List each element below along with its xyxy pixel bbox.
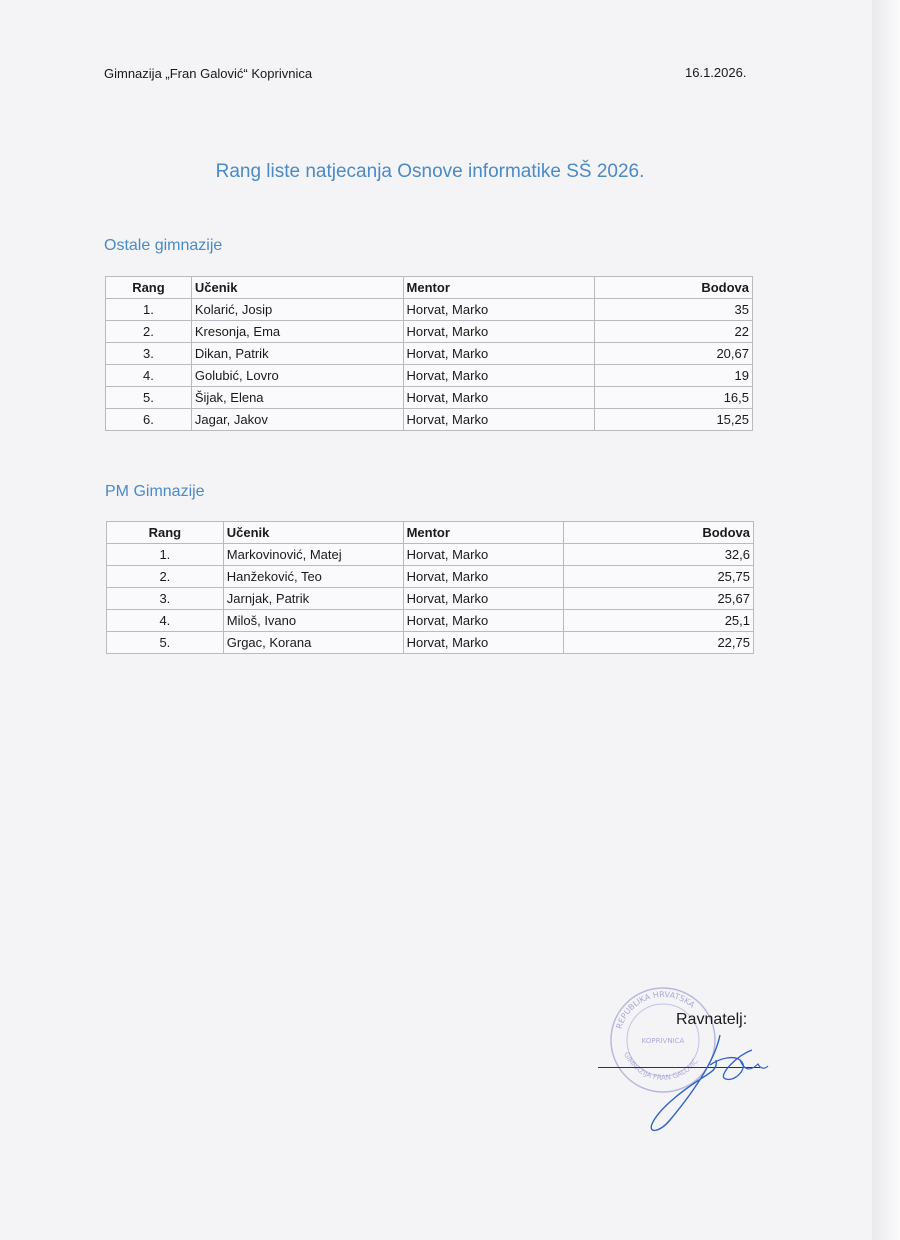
mentor-cell: Horvat, Marko [403, 299, 595, 321]
table-header-row [107, 522, 754, 544]
column-header-student: Učenik [223, 522, 403, 544]
ranking-table-ostale [105, 276, 753, 431]
column-header-rank: Rang [106, 277, 192, 299]
mentor-cell: Horvat, Marko [403, 387, 595, 409]
svg-text:REPUBLIKA HRVATSKA: REPUBLIKA HRVATSKA [614, 989, 697, 1030]
mentor-cell: Horvat, Marko [403, 632, 564, 654]
points-cell: 16,5 [595, 387, 753, 409]
column-header-mentor: Mentor [403, 522, 564, 544]
mentor-cell: Horvat, Marko [403, 588, 564, 610]
points-cell: 20,67 [595, 343, 753, 365]
table-row [106, 299, 753, 321]
rank-cell: 3. [106, 343, 192, 365]
points-cell: 35 [595, 299, 753, 321]
points-cell: 25,1 [564, 610, 754, 632]
school-name: Gimnazija „Fran Galović“ Koprivnica [104, 66, 313, 81]
points-cell: 15,25 [595, 409, 753, 431]
table-row [107, 610, 754, 632]
mentor-cell: Horvat, Marko [403, 544, 564, 566]
section-heading-ostale: Ostale gimnazije [104, 237, 223, 254]
points-cell: 25,67 [564, 588, 754, 610]
column-header-student: Učenik [191, 277, 403, 299]
rank-cell: 5. [106, 387, 192, 409]
rank-cell: 3. [107, 588, 224, 610]
student-cell: Markovinović, Matej [223, 544, 403, 566]
student-cell: Miloš, Ivano [223, 610, 403, 632]
column-header-points: Bodova [595, 277, 753, 299]
document-date: 16.1.2026. [685, 65, 747, 80]
signature-icon [640, 1020, 770, 1140]
rank-cell: 1. [106, 299, 192, 321]
rank-cell: 2. [106, 321, 192, 343]
table-row [106, 321, 753, 343]
points-cell: 19 [595, 365, 753, 387]
table-header-row [106, 277, 753, 299]
student-cell: Kresonja, Ema [191, 321, 403, 343]
rank-cell: 1. [107, 544, 224, 566]
section-heading-pm: PM Gimnazije [105, 483, 205, 500]
table-row [106, 387, 753, 409]
mentor-cell: Horvat, Marko [403, 566, 564, 588]
student-cell: Hanžeković, Teo [223, 566, 403, 588]
table-row [106, 409, 753, 431]
page-title: Rang liste natjecanja Osnove informatike SŠ 2026. [215, 161, 645, 182]
column-header-rank: Rang [107, 522, 224, 544]
mentor-cell: Horvat, Marko [403, 610, 564, 632]
rank-cell: 4. [107, 610, 224, 632]
rank-cell: 4. [106, 365, 192, 387]
table-row [107, 544, 754, 566]
mentor-cell: Horvat, Marko [403, 365, 595, 387]
student-cell: Dikan, Patrik [191, 343, 403, 365]
table-row [107, 632, 754, 654]
points-cell: 22,75 [564, 632, 754, 654]
student-cell: Kolarić, Josip [191, 299, 403, 321]
student-cell: Jarnjak, Patrik [223, 588, 403, 610]
ranking-table-pm [106, 521, 754, 654]
points-cell: 22 [595, 321, 753, 343]
table-row [107, 588, 754, 610]
table-row [106, 343, 753, 365]
student-cell: Grgac, Korana [223, 632, 403, 654]
student-cell: Golubić, Lovro [191, 365, 403, 387]
mentor-cell: Horvat, Marko [403, 343, 595, 365]
mentor-cell: Horvat, Marko [403, 409, 595, 431]
svg-text:KOPRIVNICA: KOPRIVNICA [641, 1037, 685, 1045]
table-row [107, 566, 754, 588]
rank-cell: 6. [106, 409, 192, 431]
column-header-points: Bodova [564, 522, 754, 544]
table-row [106, 365, 753, 387]
scan-edge [872, 0, 900, 1240]
signature-label: Ravnatelj: [676, 1011, 748, 1028]
rank-cell: 5. [107, 632, 224, 654]
points-cell: 32,6 [564, 544, 754, 566]
column-header-mentor: Mentor [403, 277, 595, 299]
svg-text:GIMNAZIJA FRAN GALOVIĆ: GIMNAZIJA FRAN GALOVIĆ [622, 1050, 700, 1082]
student-cell: Jagar, Jakov [191, 409, 403, 431]
rank-cell: 2. [107, 566, 224, 588]
mentor-cell: Horvat, Marko [403, 321, 595, 343]
points-cell: 25,75 [564, 566, 754, 588]
student-cell: Šijak, Elena [191, 387, 403, 409]
